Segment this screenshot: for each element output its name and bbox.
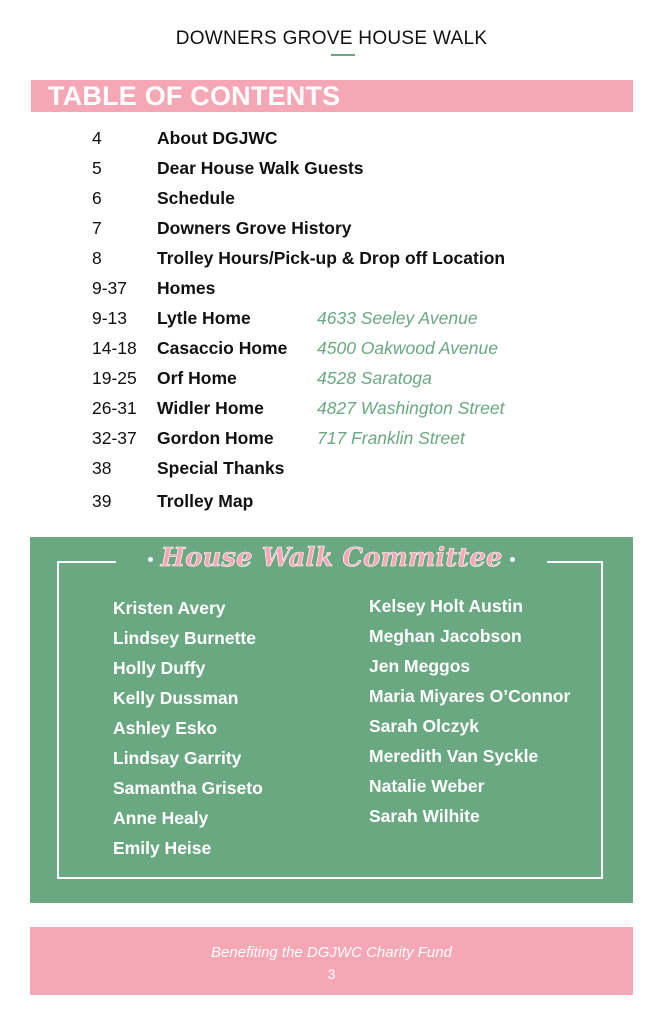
- toc-row: [0, 274, 663, 304]
- bullet-dot-icon: [148, 557, 153, 562]
- toc-entry-title: Gordon Home: [157, 428, 274, 448]
- committee-member: Meredith Van Syckle: [369, 746, 539, 766]
- toc-banner: [31, 80, 633, 112]
- committee-title-wrap: [30, 543, 633, 573]
- toc-page: 19-25: [92, 368, 137, 388]
- bullet-dot-icon: [510, 557, 515, 562]
- toc-row: [0, 304, 663, 334]
- header-divider: [331, 54, 355, 56]
- footer-text: Benefiting the DGJWC Charity Fund: [211, 944, 452, 961]
- toc-page: 32-37: [92, 428, 137, 448]
- toc-row: [0, 184, 663, 214]
- committee-right-column: [369, 591, 570, 831]
- committee-title: House Walk Committee: [160, 543, 503, 573]
- toc-address: 4827 Washington Street: [317, 398, 505, 418]
- toc-entry-title: Dear House Walk Guests: [157, 158, 364, 178]
- committee-member: Holly Duffy: [113, 658, 206, 678]
- toc-entry-title: Homes: [157, 278, 216, 298]
- toc-entry-title: Casaccio Home: [157, 338, 288, 358]
- toc-row: [0, 487, 663, 517]
- committee-member: Natalie Weber: [369, 776, 485, 796]
- committee-member: Sarah Wilhite: [369, 806, 480, 826]
- toc-entry-title: Trolley Map: [157, 491, 254, 511]
- committee-member: Ashley Esko: [113, 718, 218, 738]
- toc-page: 6: [92, 188, 102, 208]
- committee-heading: [116, 543, 548, 573]
- toc-address: 4633 Seeley Avenue: [317, 308, 478, 328]
- committee-member: Samantha Griseto: [113, 778, 263, 798]
- toc-page: 5: [92, 158, 102, 178]
- committee-member: Kelly Dussman: [113, 688, 239, 708]
- toc-row: [0, 334, 663, 364]
- toc-title: TABLE OF CONTENTS: [48, 81, 341, 111]
- toc-entry-title: About DGJWC: [157, 128, 278, 148]
- committee-member: Meghan Jacobson: [369, 626, 522, 646]
- toc-page: 7: [92, 218, 102, 238]
- toc-address: 717 Franklin Street: [317, 428, 465, 448]
- toc-row: [0, 364, 663, 394]
- committee-panel: [30, 537, 633, 903]
- toc-entry-title: Orf Home: [157, 368, 237, 388]
- committee-left-column: [113, 593, 263, 863]
- toc-page: 9-37: [92, 278, 128, 298]
- toc-list: [0, 124, 663, 517]
- toc-address: 4500 Oakwood Avenue: [317, 338, 498, 358]
- toc-entry-title: Widler Home: [157, 398, 264, 418]
- toc-entry-title: Schedule: [157, 188, 235, 208]
- toc-row: [0, 154, 663, 184]
- toc-entry-title: Trolley Hours/Pick-up & Drop off Location: [157, 248, 506, 268]
- toc-entry-title: Lytle Home: [157, 308, 251, 328]
- toc-entry-title: Special Thanks: [157, 458, 285, 478]
- page-header-title: DOWNERS GROVE HOUSE WALK: [175, 28, 488, 49]
- committee-member: Kelsey Holt Austin: [369, 596, 523, 616]
- toc-row: [0, 454, 663, 484]
- toc-page: 8: [92, 248, 102, 268]
- toc-row: [0, 424, 663, 454]
- toc-address: 4528 Saratoga: [317, 368, 432, 388]
- committee-member: Anne Healy: [113, 808, 209, 828]
- committee-member: Emily Heise: [113, 838, 212, 858]
- committee-member: Maria Miyares O’Connor: [369, 686, 571, 706]
- committee-member: Sarah Olczyk: [369, 716, 479, 736]
- committee-member: Lindsey Burnette: [113, 628, 256, 648]
- toc-row: [0, 394, 663, 424]
- toc-row: [0, 244, 663, 274]
- toc-page: 4: [92, 128, 102, 148]
- toc-page: 38: [92, 458, 112, 478]
- toc-page: 9-13: [92, 308, 128, 328]
- toc-page: 26-31: [92, 398, 137, 418]
- toc-page: 39: [92, 491, 112, 511]
- toc-entry-title: Downers Grove History: [157, 218, 352, 238]
- toc-row: [0, 214, 663, 244]
- page-number: 3: [327, 966, 336, 982]
- toc-row: [0, 124, 663, 154]
- committee-member: Jen Meggos: [369, 656, 471, 676]
- committee-member: Lindsay Garrity: [113, 748, 242, 768]
- footer-banner: [30, 927, 633, 995]
- toc-page: 14-18: [92, 338, 137, 358]
- committee-member: Kristen Avery: [113, 598, 226, 618]
